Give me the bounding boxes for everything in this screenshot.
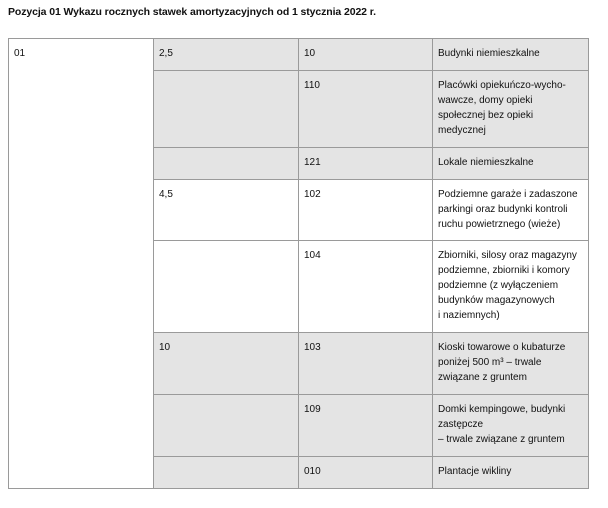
description-cell: Kioski towarowe o kubaturze poniżej 500 m³ – trwale związane z gruntem: [433, 333, 589, 395]
code-cell: 10: [299, 39, 433, 71]
rate-cell: 2,5: [154, 39, 299, 71]
description-cell: Placówki opiekuńczo-wycho- wawcze, domy opieki społecznej bez opieki medycznej: [433, 71, 589, 148]
description-cell: Budynki niemieszkalne: [433, 39, 589, 71]
description-cell: Domki kempingowe, budynki zastępcze – trwale związane z gruntem: [433, 395, 589, 457]
code-cell: 121: [299, 148, 433, 180]
rate-cell: 4,5: [154, 180, 299, 241]
rate-cell-empty: [154, 241, 299, 333]
code-cell: 103: [299, 333, 433, 395]
description-cell: Zbiorniki, silosy oraz magazyny podziemne, zbiorniki i komory podziemne (z wyłączeniem budynków magazynowych i naziemnych): [433, 241, 589, 333]
rate-cell-empty: [154, 457, 299, 489]
page-title: Pozycja 01 Wykazu rocznych stawek amortyzacyjnych od 1 stycznia 2022 r.: [8, 6, 376, 18]
rate-cell: 10: [154, 333, 299, 395]
description-cell: Plantacje wikliny: [433, 457, 589, 489]
code-cell: 104: [299, 241, 433, 333]
depreciation-rates-table: [8, 38, 589, 489]
code-cell: 109: [299, 395, 433, 457]
rate-cell-empty: [154, 148, 299, 180]
code-cell: 110: [299, 71, 433, 148]
code-cell: 102: [299, 180, 433, 241]
code-cell: 010: [299, 457, 433, 489]
rate-cell-empty: [154, 71, 299, 148]
position-cell: 01: [9, 39, 154, 489]
description-cell: Lokale niemieszkalne: [433, 148, 589, 180]
table-row: [9, 39, 589, 71]
rate-cell-empty: [154, 395, 299, 457]
description-cell: Podziemne garaże i zadaszone parkingi oraz budynki kontroli ruchu powietrznego (wieże): [433, 180, 589, 241]
